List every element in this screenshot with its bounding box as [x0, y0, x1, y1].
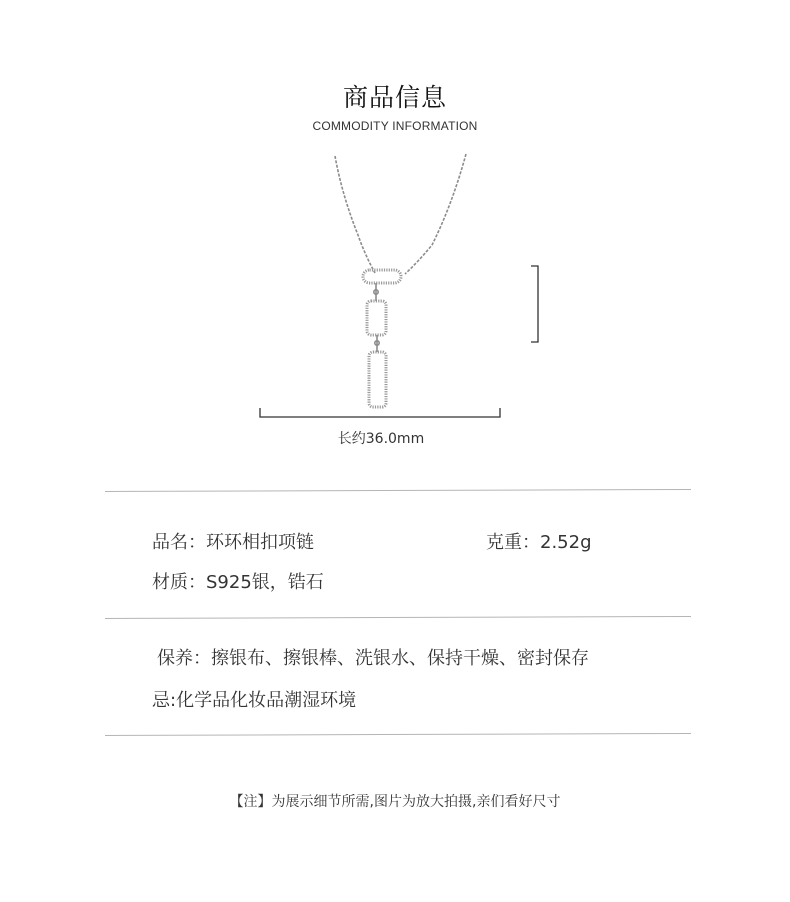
page-title: 商品信息 — [342, 83, 447, 112]
disclaimer-note: 【注】为展示细节所需,图片为放大拍摄,亲们看好尺寸 — [229, 794, 561, 810]
page-subtitle: COMMODITY INFORMATION — [312, 119, 478, 132]
avoid-value: 化学品化妆品潮湿环境 — [176, 690, 357, 711]
avoid-row — [152, 686, 356, 712]
divider — [105, 733, 691, 736]
material-label: 材质： — [152, 572, 206, 593]
weight-label: 克重： — [486, 532, 540, 553]
material-row — [152, 568, 324, 594]
dimension-label: 长约36.0mm — [337, 431, 425, 447]
necklace-image — [320, 150, 490, 415]
width-dimension-bracket — [258, 406, 504, 420]
product-name-value: 环环相扣项链 — [206, 532, 314, 553]
divider — [105, 616, 691, 619]
product-name-row — [152, 528, 314, 554]
care-label: 保养： — [157, 648, 211, 669]
material-value: S925银，锆石 — [206, 572, 324, 593]
care-row — [157, 644, 589, 670]
divider — [105, 489, 691, 492]
height-dimension-bracket — [528, 264, 542, 344]
avoid-label: 忌: — [152, 690, 177, 711]
product-name-label: 品名： — [152, 532, 206, 553]
weight-row — [486, 528, 592, 554]
care-value: 擦银布、擦银棒、洗银水、保持干燥、密封保存 — [211, 648, 589, 669]
weight-value: 2.52g — [540, 532, 592, 553]
